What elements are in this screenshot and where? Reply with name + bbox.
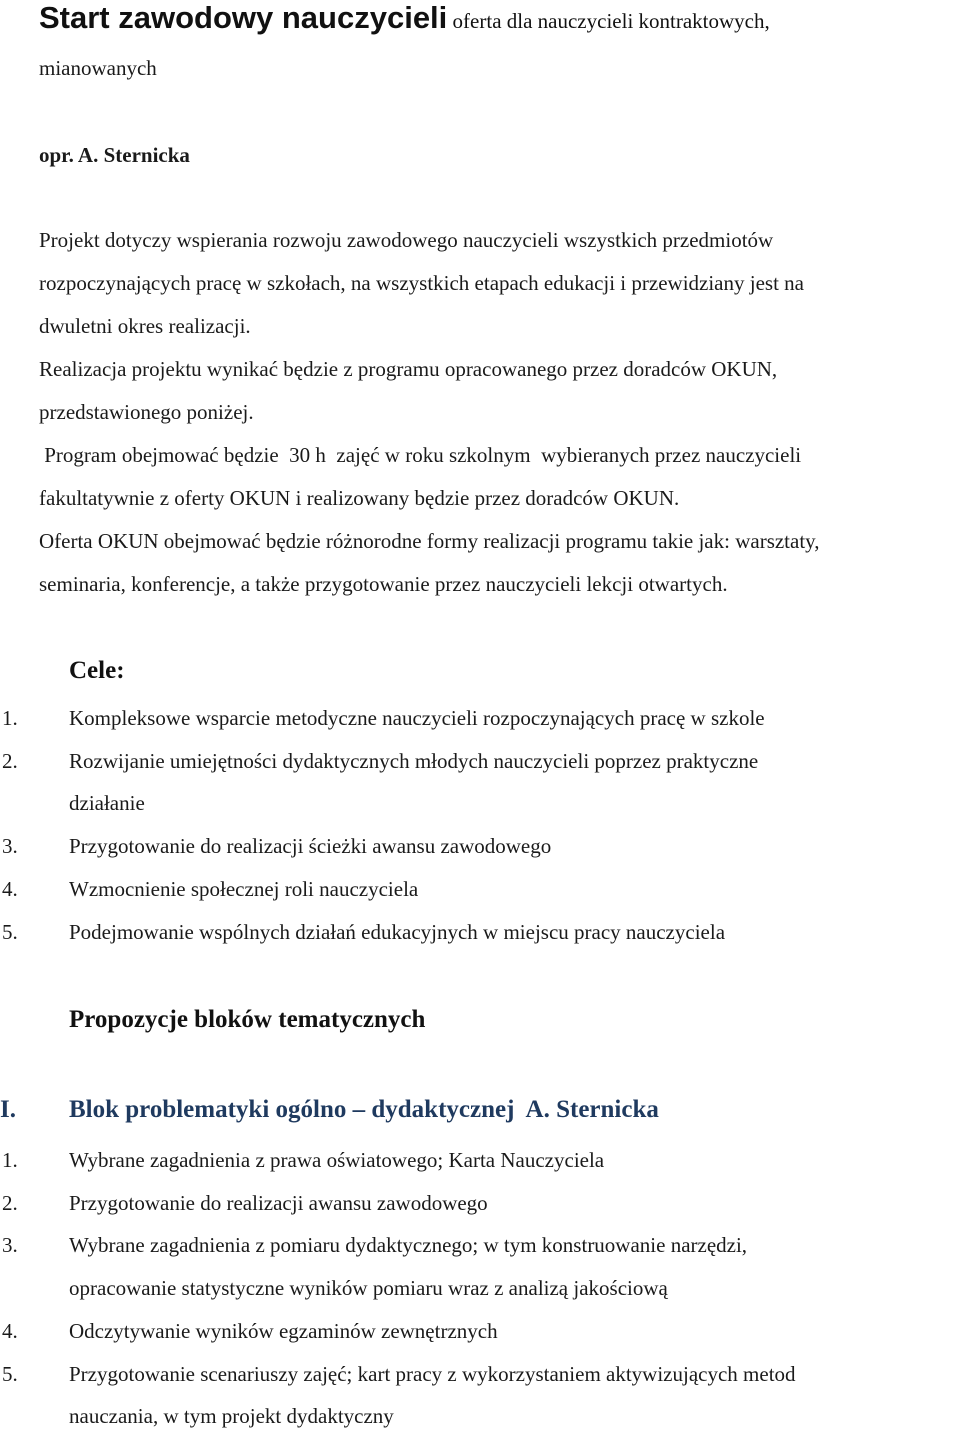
block-item: Wybrane zagadnienia z pomiaru dydaktycznego; w tym konstruowanie narzędzi, [69,1233,748,1257]
intro-paragraph-2-line-2: przedstawionego poniżej. [39,400,254,424]
title-main: Start zawodowy nauczycieli [39,0,448,35]
block-number: I. [0,1096,16,1123]
author: opr. A. Sternicka [39,143,190,167]
goal-number: 4. [2,877,18,901]
intro-paragraph-4-line-2: seminaria, konferencje, a także przygotowanie przez nauczycieli lekcji otwartych. [39,572,728,596]
blocks-heading: Propozycje bloków tematycznych [69,1006,426,1033]
intro-paragraph-4-line-1: Oferta OKUN obejmować będzie różnorodne formy realizacji programu takie jak: warsztaty, [39,529,820,553]
block-item-number: 5. [2,1362,18,1386]
block-item: Odczytywanie wyników egzaminów zewnętrznych [69,1319,498,1343]
goal-number: 3. [2,834,18,858]
block-item: Wybrane zagadnienia z prawa oświatowego; Karta Nauczyciela [69,1148,605,1172]
goal-number: 5. [2,920,18,944]
block-heading: Blok problematyki ogólno – dydaktycznej A. Sternicka [69,1096,659,1123]
block-item-number: 2. [2,1191,18,1215]
block-item-continued: opracowanie statystyczne wyników pomiaru wraz z analizą jakościową [69,1276,668,1300]
intro-paragraph-2-line-1: Realizacja projektu wynikać będzie z programu opracowanego przez doradców OKUN, [39,357,778,381]
block-item: Przygotowanie scenariuszy zajęć; kart pracy z wykorzystaniem aktywizujących metod [69,1362,796,1386]
block-item: Przygotowanie do realizacji awansu zawodowego [69,1191,488,1215]
goal-item-continued: działanie [69,791,145,815]
goal-number: 2. [2,749,18,773]
block-item-number: 4. [2,1319,18,1343]
document-title [39,0,770,36]
goal-number: 1. [2,706,18,730]
goal-item: Przygotowanie do realizacji ścieżki awansu zawodowego [69,834,552,858]
intro-paragraph-1-line-2: rozpoczynających pracę w szkołach, na wszystkich etapach edukacji i przewidziany jest na [39,271,804,295]
block-item-continued: nauczania, w tym projekt dydaktyczny [69,1404,394,1428]
title-subtitle-continued: mianowanych [39,56,157,80]
block-item-number: 1. [2,1148,18,1172]
goal-item: Podejmowanie wspólnych działań edukacyjnych w miejscu pracy nauczyciela [69,920,726,944]
intro-paragraph-1-line-3: dwuletni okres realizacji. [39,314,251,338]
goals-heading: Cele: [69,657,125,684]
goal-item: Rozwijanie umiejętności dydaktycznych młodych nauczycieli poprzez praktyczne [69,749,759,773]
goal-item: Kompleksowe wsparcie metodyczne nauczycieli rozpoczynających pracę w szkole [69,706,765,730]
intro-paragraph-3-line-2: fakultatywnie z oferty OKUN i realizowany będzie przez doradców OKUN. [39,486,680,510]
intro-paragraph-1-line-1: Projekt dotyczy wspierania rozwoju zawodowego nauczycieli wszystkich przedmiotów [39,228,774,252]
title-subtitle: oferta dla nauczycieli kontraktowych, [447,9,770,33]
block-item-number: 3. [2,1233,18,1257]
intro-paragraph-3-line-1: Program obejmować będzie 30 h zajęć w roku szkolnym wybieranych przez nauczycieli [39,443,802,467]
goal-item: Wzmocnienie społecznej roli nauczyciela [69,877,419,901]
